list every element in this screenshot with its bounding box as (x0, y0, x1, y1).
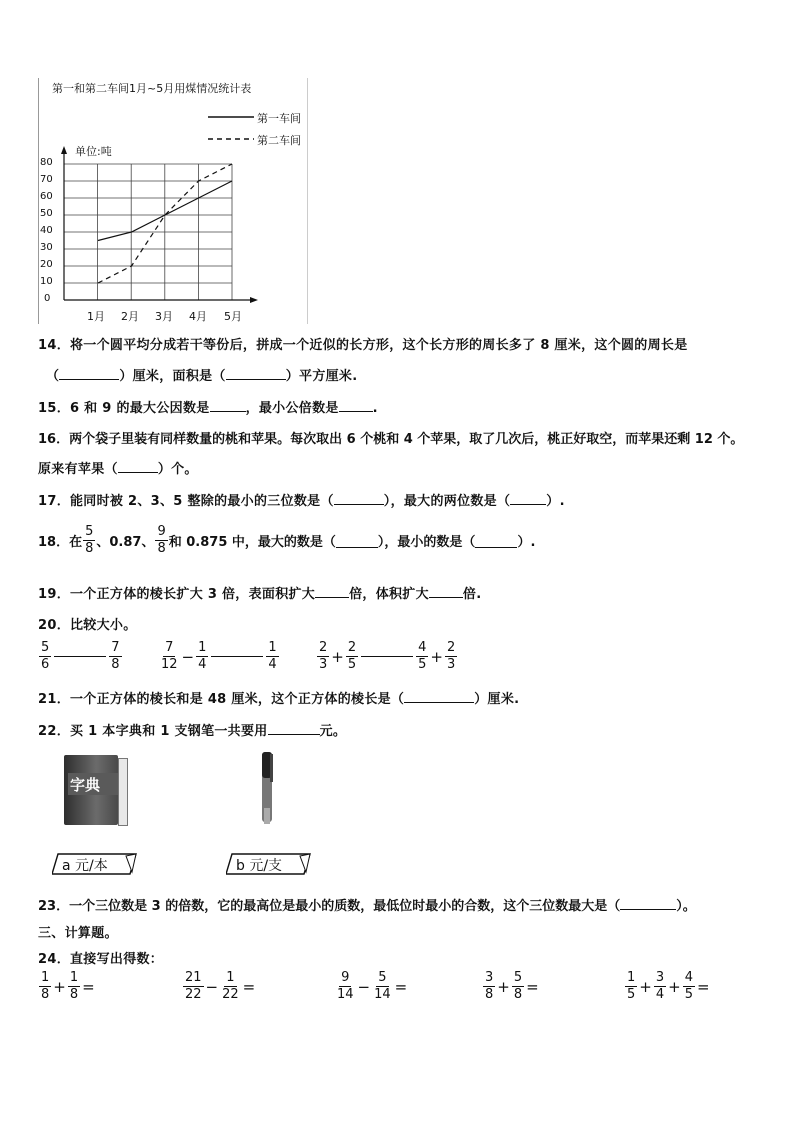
fraction: $\frac{1}{4}$ (268, 640, 277, 672)
fraction: $\frac{2}{5}$ (347, 640, 357, 672)
dictionary-image (64, 755, 128, 825)
equals-sign: = (82, 977, 95, 996)
answer-blank[interactable] (429, 584, 463, 598)
q18-text-b: 、0.87、 (96, 535, 155, 550)
question-16-line2 (38, 458, 198, 477)
x-tick: 5月 (224, 310, 242, 323)
q22-text-a: 22．买 1 本字典和 1 支钢笔一共要用 (38, 724, 268, 739)
fraction: $\frac{4}{5}$ (418, 640, 427, 672)
fraction: $\frac{2}{3}$ (319, 640, 328, 672)
q18-text-a: 18．在 (38, 535, 83, 550)
y-tick: 80 (40, 157, 53, 168)
question-23 (38, 895, 696, 914)
y-axis-arrow (61, 146, 67, 154)
fraction: $\frac{1}{4}$ (198, 640, 207, 672)
chart-legend-2: 第二车间 (257, 134, 301, 147)
compare-blank[interactable] (361, 656, 413, 657)
q18-text-d: ），最小的数是（ (377, 535, 476, 550)
question-24-title: 24．直接写出得数： (38, 952, 164, 967)
fraction: $\frac{4}{5}$ (684, 970, 693, 1002)
answer-blank[interactable] (210, 398, 246, 412)
y-tick: 10 (40, 276, 53, 287)
q14-text-a: （ (46, 369, 60, 384)
chart-legend-1: 第一车间 (257, 112, 301, 125)
compare-a (38, 640, 123, 673)
q18-text-e: ）. (517, 535, 536, 550)
question-14-line2 (46, 365, 357, 384)
question-22 (38, 720, 346, 739)
fraction: $\frac{7}{8}$ (111, 640, 120, 672)
fraction: $\frac{9}{14}$ (337, 970, 354, 1002)
question-16-line1: 16．两个袋子里装有同样数量的桃和苹果。每次取出 6 个桃和 4 个苹果，取了几次后，桃正好取空，而苹果还剩 12 个。 (38, 432, 744, 447)
section-heading: 三、计算题。 (38, 926, 118, 941)
fraction: $\frac{2}{3}$ (447, 640, 456, 672)
operator: + (668, 977, 681, 996)
q21-text-b: ）厘米. (474, 692, 520, 707)
x-tick: 4月 (189, 310, 207, 323)
fraction: $\frac{9}{8}$ (157, 524, 166, 556)
operator: + (497, 977, 510, 996)
q16-text-b: ）个。 (157, 462, 198, 477)
answer-blank[interactable] (334, 491, 384, 505)
question-21 (38, 688, 519, 707)
q23-text-a: 23．一个三位数是 3 的倍数，它的最高位是最小的质数，最低位时最小的合数，这个三位数最大是（ (38, 899, 621, 914)
question-17 (38, 490, 565, 509)
y-tick: 20 (40, 259, 53, 270)
q22-text-b: 元。 (319, 724, 347, 739)
question-20-title: 20．比较大小。 (38, 618, 137, 633)
answer-blank[interactable] (404, 689, 474, 703)
q19-text-a: 19．一个正方体的棱长扩大 3 倍，表面积扩大 (38, 587, 316, 602)
answer-blank[interactable] (226, 366, 286, 380)
x-tick: 3月 (155, 310, 173, 323)
q15-text-c: . (372, 401, 378, 416)
q19-text-c: 倍. (462, 587, 482, 602)
q17-text-a: 17．能同时被 2、3、5 整除的最小的三位数是（ (38, 494, 334, 509)
fraction: $\frac{21}{22}$ (185, 970, 202, 1002)
answer-blank[interactable] (510, 491, 546, 505)
answer-blank[interactable] (315, 584, 349, 598)
fraction: $\frac{1}{5}$ (627, 970, 636, 1002)
fraction: $\frac{7}{12}$ (161, 640, 178, 672)
equals-sign: = (697, 977, 710, 996)
q18-text-c: 和 0.875 中，最大的数是（ (168, 535, 336, 550)
fraction: $\frac{5}{6}$ (41, 640, 50, 672)
q16-text-a: 原来有苹果（ (38, 462, 118, 477)
compare-blank[interactable] (54, 656, 106, 657)
answer-blank[interactable] (475, 534, 517, 548)
y-tick: 70 (40, 174, 53, 185)
operator: − (205, 977, 219, 996)
answer-blank[interactable] (59, 366, 119, 380)
operator: + (331, 647, 344, 666)
q17-text-b: ），最大的两位数是（ (383, 494, 511, 509)
q21-text-a: 21．一个正方体的棱长和是 48 厘米，这个正方体的棱长是（ (38, 692, 405, 707)
calc-item-5 (624, 970, 711, 1003)
q17-text-c: ）. (546, 494, 565, 509)
fraction: $\frac{1}{22}$ (222, 970, 239, 1002)
equals-sign: = (242, 977, 256, 996)
chart-unit: 单位:吨 (75, 145, 112, 158)
q23-text-b: ）。 (676, 899, 696, 914)
fraction: $\frac{5}{14}$ (374, 970, 391, 1002)
x-axis-arrow (250, 297, 258, 303)
fraction: $\frac{1}{8}$ (69, 970, 79, 1002)
compare-b (158, 640, 280, 673)
y-tick: 50 (40, 208, 53, 219)
operator: + (430, 647, 443, 666)
equals-sign: = (526, 977, 539, 996)
q15-text-a: 15．6 和 9 的最大公因数是 (38, 401, 210, 416)
question-19 (38, 583, 481, 602)
y-tick: 30 (40, 242, 53, 253)
answer-blank[interactable] (268, 721, 320, 735)
calc-item-2 (182, 970, 256, 1003)
chart-title: 第一和第二车间1月~5月用煤情况统计表 (52, 82, 252, 95)
compare-blank[interactable] (211, 656, 263, 657)
dictionary-label: 字典 (70, 776, 101, 794)
question-14-line1: 14．将一个圆平均分成若干等份后，拼成一个近似的长方形，这个长方形的周长多了 8 厘米，这个圆的周长是 (38, 338, 688, 353)
y-tick: 0 (44, 293, 51, 304)
fraction: $\frac{5}{8}$ (513, 970, 523, 1002)
x-tick: 1月 (87, 310, 105, 323)
operator: − (357, 977, 371, 996)
price-label-pen: b 元/支 (236, 858, 283, 874)
q14-text-b: ）厘米，面积是（ (119, 369, 226, 384)
answer-blank[interactable] (336, 534, 378, 548)
fraction: $\frac{5}{8}$ (85, 524, 94, 556)
question-18 (38, 524, 535, 557)
y-tick: 40 (40, 225, 53, 236)
answer-blank[interactable] (620, 896, 676, 910)
calc-item-1 (38, 970, 96, 1003)
fraction: $\frac{1}{8}$ (41, 970, 50, 1002)
fraction: $\frac{3}{8}$ (485, 970, 494, 1002)
price-label-dictionary: a 元/本 (62, 858, 108, 874)
calc-item-3 (334, 970, 408, 1003)
answer-blank[interactable] (118, 459, 158, 473)
answer-blank[interactable] (339, 398, 373, 412)
operator: + (53, 977, 66, 996)
q19-text-b: 倍，体积扩大 (349, 587, 429, 602)
fraction: $\frac{3}{4}$ (655, 970, 665, 1002)
y-tick: 60 (40, 191, 53, 202)
equals-sign: = (394, 977, 408, 996)
question-15 (38, 397, 378, 416)
calc-item-4 (482, 970, 540, 1003)
operator: − (181, 647, 195, 666)
compare-c (316, 640, 458, 673)
pen-image (256, 750, 280, 826)
q15-text-b: ，最小公倍数是 (245, 401, 339, 416)
q14-text-c: ）平方厘米. (285, 369, 358, 384)
x-tick: 2月 (121, 310, 139, 323)
operator: + (639, 977, 652, 996)
